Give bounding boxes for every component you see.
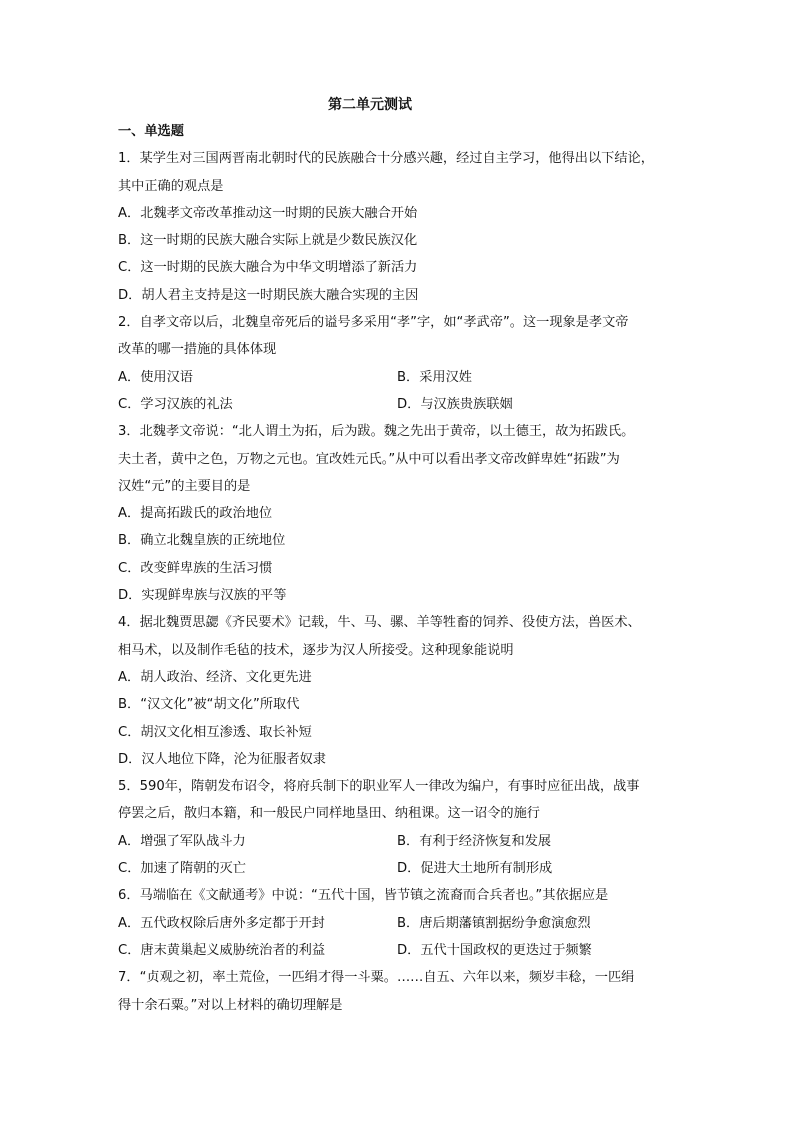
section-heading: 一、单选题: [118, 124, 184, 139]
question-stem-line: 6．马端临在《文献通考》中说：“五代十国，皆节镇之流裔而合兵者也。”其依据应是: [118, 888, 609, 904]
question-stem-line: 5．590年，隋朝发布诏令，将府兵制下的职业军人一律改为编户，有事时应征出战，战事: [118, 779, 640, 795]
question-stem-line: 3．北魏孝文帝说：“北人谓土为拓，后为跋。魏之先出于黄帝，以土德王，故为拓跋氏。: [118, 424, 635, 440]
question-5: [118, 773, 683, 882]
option-d: D．促进大土地所有制形成: [397, 861, 553, 877]
option-c: C．学习汉族的礼法: [118, 396, 233, 412]
question-stem-line: 1．某学生对三国两晋南北朝时代的民族融合十分感兴趣，经过自主学习，他得出以下结论，: [118, 151, 654, 167]
question-7: [118, 964, 683, 1019]
document-title: 第二单元测试: [328, 97, 412, 113]
question-stem-line: 得十余石粟。”对以上材料的确切理解是: [118, 997, 343, 1013]
option-a: A．提高拓跋氏的政治地位: [118, 506, 273, 522]
option-a: A．使用汉语: [118, 369, 193, 385]
option-c: C．加速了隋朝的灭亡: [118, 861, 246, 877]
option-a: A．五代政权除后唐外多定都于开封: [118, 915, 325, 931]
option-c: C．唐末黄巢起义威胁统治者的利益: [118, 942, 326, 958]
option-c: C．这一时期的民族大融合为中华文明增添了新活力: [118, 260, 418, 276]
question-stem-line: 改革的哪一措施的具体体现: [118, 342, 277, 358]
option-d: D．与汉族贵族联姻: [397, 396, 513, 412]
question-stem-line: 相马术，以及制作毛毡的技术，逐步为汉人所接受。这种现象能说明: [118, 642, 514, 658]
option-row: [118, 855, 683, 882]
question-stem-line: 汉姓“元”的主要目的是: [118, 478, 251, 494]
option-d: D．实现鲜卑族与汉族的平等: [118, 588, 287, 604]
option-row: [118, 391, 683, 418]
option-c: C．胡汉文化相互渗透、取长补短: [118, 724, 312, 740]
option-d: D．汉人地位下降，沦为征服者奴隶: [118, 751, 326, 767]
option-b: B．确立北魏皇族的正统地位: [118, 533, 286, 549]
question-6: [118, 882, 683, 964]
question-3: [118, 418, 683, 609]
question-1: [118, 145, 683, 309]
option-b: B．采用汉姓: [397, 369, 472, 385]
option-b: B．唐后期藩镇割据纷争愈演愈烈: [397, 915, 591, 931]
question-stem-line: 停罢之后，散归本籍，和一般民户同样地垦田、纳租课。这一诏令的施行: [118, 806, 540, 822]
option-a: A．胡人政治、经济、文化更先进: [118, 669, 312, 685]
option-b: B．这一时期的民族大融合实际上就是少数民族汉化: [118, 233, 418, 249]
option-row: [118, 828, 683, 855]
document-content: [118, 118, 683, 1019]
option-c: C．改变鲜卑族的生活习惯: [118, 560, 273, 576]
question-2: [118, 309, 683, 418]
option-b: B．有利于经济恢复和发展: [397, 833, 552, 849]
option-row: [118, 937, 683, 964]
option-d: D．胡人君主支持是这一时期民族大融合实现的主因: [118, 287, 419, 303]
question-stem-line: 其中正确的观点是: [118, 178, 224, 194]
question-stem-line: 4．据北魏贾思勰《齐民要术》记载，牛、马、骡、羊等牲畜的饲养、役使方法，兽医术、: [118, 615, 641, 631]
question-stem-line: 夫土者，黄中之色，万物之元也。宜改姓元氏。”从中可以看出孝文帝改鲜卑姓“拓跋”为: [118, 451, 620, 467]
question-stem-line: 7．“贞观之初，率土荒俭，一匹绢才得一斗粟。……自五、六年以来，频岁丰稔，一匹绢: [118, 970, 635, 986]
question-4: [118, 609, 683, 773]
option-row: [118, 364, 683, 391]
question-stem-line: 2．自孝文帝以后，北魏皇帝死后的谥号多采用“孝”字，如“孝武帝”。这一现象是孝文帝: [118, 315, 629, 331]
option-d: D．五代十国政权的更迭过于频繁: [397, 942, 592, 958]
option-a: A．增强了军队战斗力: [118, 833, 246, 849]
option-row: [118, 910, 683, 937]
option-b: B．“汉文化”被“胡文化”所取代: [118, 697, 300, 713]
option-a: A．北魏孝文帝改革推动这一时期的民族大融合开始: [118, 205, 418, 221]
